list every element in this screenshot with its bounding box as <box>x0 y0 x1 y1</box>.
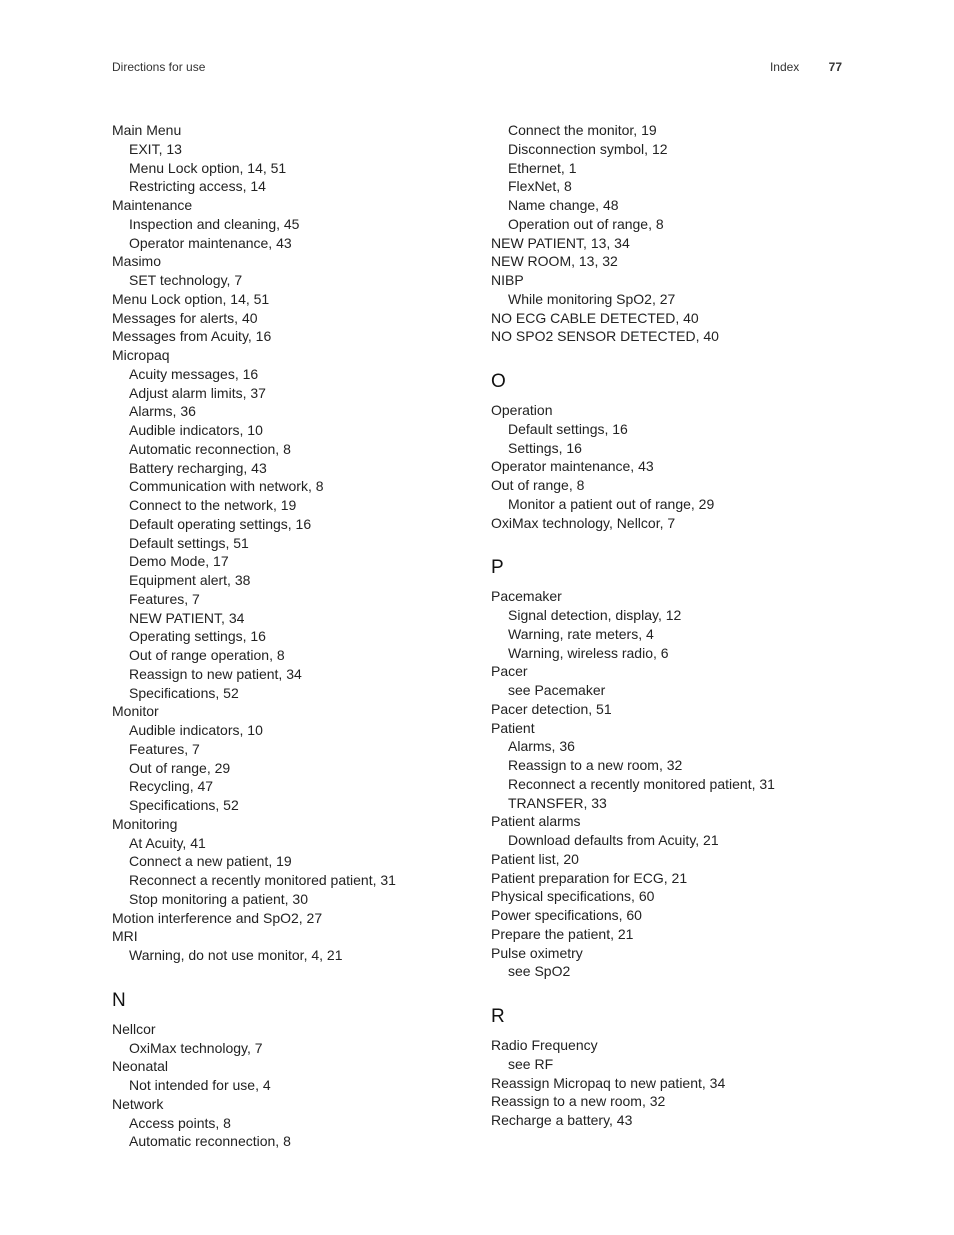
index-entry: MRI <box>112 928 138 945</box>
index-subentry: SET technology, 7 <box>129 272 243 288</box>
index-subentry: FlexNet, 8 <box>508 178 572 195</box>
index-subentry: Reconnect a recently monitored patient, 31 <box>129 872 396 888</box>
index-entry: Messages from Acuity, 16 <box>112 328 272 345</box>
index-subentry: Warning, do not use monitor, 4, 21 <box>129 947 343 963</box>
index-subentry: Connect to the network, 19 <box>129 497 297 513</box>
index-subentry: Reassign to new patient, 34 <box>129 665 302 682</box>
index-subentry: Specifications, 52 <box>129 684 239 701</box>
index-subentry: Audible indicators, 10 <box>129 722 263 738</box>
index-subentry: Default operating settings, 16 <box>129 515 312 532</box>
index-subentry: Specifications, 52 <box>129 797 239 813</box>
section-name: Index <box>769 60 800 74</box>
page-number: 77 <box>828 60 842 74</box>
index-entry: Power specifications, 60 <box>491 907 642 923</box>
index-subentry: Battery recharging, 43 <box>129 459 267 476</box>
index-entry: NO ECG CABLE DETECTED, 40 <box>491 309 699 326</box>
index-subentry: Operation out of range, 8 <box>508 215 664 232</box>
index-entry: Physical specifications, 60 <box>491 888 655 905</box>
index-subentry: TRANSFER, 33 <box>508 794 607 811</box>
index-subentry: Connect the monitor, 19 <box>508 122 657 138</box>
index-subentry: Recycling, 47 <box>129 778 214 795</box>
index-entry: NIBP <box>491 272 524 288</box>
index-subentry: Out of range, 29 <box>129 759 231 776</box>
index-subentry: Default settings, 51 <box>129 534 249 551</box>
index-subentry: Communication with network, 8 <box>129 478 324 495</box>
index-entry: Menu Lock option, 14, 51 <box>112 290 270 307</box>
index-entry: Reassign Micropaq to new patient, 34 <box>491 1074 726 1091</box>
index-subentry: Inspection and cleaning, 45 <box>129 215 300 232</box>
index-subentry: Warning, rate meters, 4 <box>508 625 654 642</box>
index-subentry: NEW PATIENT, 34 <box>129 609 245 626</box>
index-subentry: Features, 7 <box>129 590 200 607</box>
index-subentry: Not intended for use, 4 <box>129 1077 271 1093</box>
index-entry: Messages for alerts, 40 <box>112 309 258 326</box>
index-letter-heading: N <box>112 989 126 1011</box>
index-subentry: EXIT, 13 <box>129 140 182 157</box>
index-subentry: Automatic reconnection, 8 <box>129 440 291 457</box>
index-entry: Main Menu <box>112 122 182 138</box>
index-entry: Operator maintenance, 43 <box>491 458 654 475</box>
index-entry: Micropaq <box>112 347 170 363</box>
header-right <box>770 60 842 74</box>
index-subentry: Download defaults from Acuity, 21 <box>508 832 719 848</box>
index-entry: Prepare the patient, 21 <box>491 925 634 942</box>
index-subentry: see SpO2 <box>508 963 571 980</box>
index-entry: NEW ROOM, 13, 32 <box>491 253 618 270</box>
index-subentry: Signal detection, display, 12 <box>508 607 682 623</box>
index-subentry: Automatic reconnection, 8 <box>129 1133 291 1150</box>
index-subentry: Alarms, 36 <box>129 403 196 420</box>
index-entry: Masimo <box>112 253 162 270</box>
index-entry: Pacer <box>491 663 528 680</box>
index-subentry: Equipment alert, 38 <box>129 572 251 588</box>
index-entry: Out of range, 8 <box>491 477 585 493</box>
index-subentry: Monitor a patient out of range, 29 <box>508 495 715 512</box>
index-subentry: Disconnection symbol, 12 <box>508 140 668 157</box>
index-subentry: Settings, 16 <box>508 439 582 456</box>
index-subentry: Connect a new patient, 19 <box>129 853 292 870</box>
index-subentry: Name change, 48 <box>508 197 619 213</box>
index-entry: Patient preparation for ECG, 21 <box>491 869 688 886</box>
index-entry: Recharge a battery, 43 <box>491 1112 633 1128</box>
index-subentry: Alarms, 36 <box>508 738 575 755</box>
index-subentry: Restricting access, 14 <box>129 178 266 195</box>
index-entry: Patient <box>491 719 535 736</box>
document-title: Directions for use <box>112 60 206 74</box>
index-letter-heading: P <box>491 557 504 579</box>
index-subentry: Default settings, 16 <box>508 420 628 437</box>
index-subentry: Menu Lock option, 14, 51 <box>129 159 287 176</box>
index-subentry: Adjust alarm limits, 37 <box>129 384 266 401</box>
index-entry: Patient list, 20 <box>491 850 579 867</box>
index-entry: Monitor <box>112 703 159 720</box>
index-subentry: Warning, wireless radio, 6 <box>508 644 669 661</box>
index-letter-heading: R <box>491 1006 505 1027</box>
index-subentry: see RF <box>508 1055 554 1072</box>
index-entry: Neonatal <box>112 1058 169 1075</box>
index-entry: Pacer detection, 51 <box>491 700 612 717</box>
index-entry: Nellcor <box>112 1020 156 1037</box>
index-subentry: Acuity messages, 16 <box>129 365 259 382</box>
index-column-left <box>112 121 472 1151</box>
index-entry: Pulse oximetry <box>491 944 583 961</box>
index-subentry: Out of range operation, 8 <box>129 647 285 663</box>
index-subentry: Operating settings, 16 <box>129 628 266 645</box>
index-subentry: Reconnect a recently monitored patient, 31 <box>508 775 775 792</box>
index-entry: OxiMax technology, Nellcor, 7 <box>491 514 676 531</box>
index-entry: Patient alarms <box>491 813 581 830</box>
index-subentry: OxiMax technology, 7 <box>129 1039 263 1056</box>
index-entry: Radio Frequency <box>491 1037 598 1053</box>
running-header <box>112 60 842 76</box>
index-entry: Operation <box>491 402 553 418</box>
index-subentry: Audible indicators, 10 <box>129 422 263 438</box>
index-subentry: Demo Mode, 17 <box>129 553 229 570</box>
index-entry: Motion interference and SpO2, 27 <box>112 909 323 926</box>
index-entry: NEW PATIENT, 13, 34 <box>491 234 630 251</box>
index-subentry: At Acuity, 41 <box>129 834 206 851</box>
index-entry: Maintenance <box>112 197 193 213</box>
index-subentry: Access points, 8 <box>129 1114 231 1131</box>
index-subentry: Stop monitoring a patient, 30 <box>129 890 309 907</box>
index-entry: Network <box>112 1095 164 1112</box>
index-entry: Monitoring <box>112 815 178 832</box>
index-subentry: Reassign to a new room, 32 <box>508 757 683 773</box>
index-column-right <box>491 121 851 1130</box>
index-letter-heading: O <box>491 371 506 392</box>
index-subentry: see Pacemaker <box>508 682 606 698</box>
index-subentry: Features, 7 <box>129 740 200 757</box>
index-entry: Reassign to a new room, 32 <box>491 1093 666 1110</box>
index-entry: Pacemaker <box>491 588 562 605</box>
index-subentry: Ethernet, 1 <box>508 159 577 176</box>
index-entry: NO SPO2 SENSOR DETECTED, 40 <box>491 328 719 345</box>
index-subentry: While monitoring SpO2, 27 <box>508 290 676 307</box>
index-subentry: Operator maintenance, 43 <box>129 234 292 251</box>
